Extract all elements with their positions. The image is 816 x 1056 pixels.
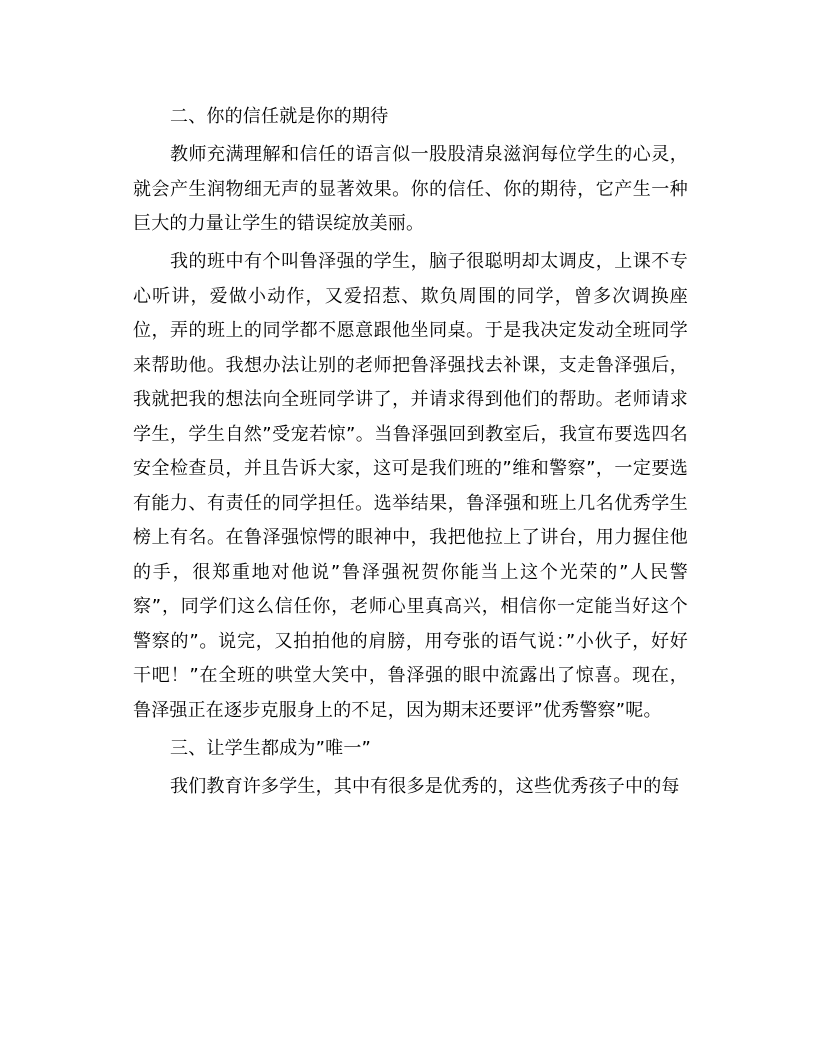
section-heading-3: 三、让学生都成为”唯一” (170, 737, 372, 759)
paragraph-unique-intro: 我们教育许多学生，其中有很多是优秀的，这些优秀孩子中的每 (170, 775, 680, 797)
paragraph-student-story: 我的班中有个叫鲁泽强的学生，脑子很聪明却太调皮，上课不专心听讲，爱做小动作，又爱招惹、欺负周围的同学，曾多次调换座位，弄的班上的同学都不愿意跟他坐同桌。于是我决定发动全班同学来帮助他。我想办法让别的老师把鲁泽强找去补课，支走鲁泽强后，我就把我的想法向全班同学讲了，并请求得到他们的帮助。老师请求学生，学生自然”受宠若惊”。当鲁泽强回到教室后，我宣布要选四名安全检查员，并且告诉大家，这可是我们班的”维和警察”，一定要选有能力、有责任的同学担任。选举结果，鲁泽强和班上几名优秀学生榜上有名。在鲁泽强惊愕的眼神中，我把他拉上了讲台，用力握住他的手，很郑重地对他说”鲁泽强祝贺你能当上这个光荣的”人民警察”，同学们这么信任你，老师心里真高兴，相信你一定能当好这个警察的”。说完，又拍拍他的肩膀，用夸张的语气说：”小伙子，好好干吧！”在全班的哄堂大笑中，鲁泽强的眼中流露出了惊喜。现在，鲁泽强正在逐步克服身上的不足，因为期末还要评”优秀警察”呢。 (133, 251, 688, 721)
document-body (133, 100, 688, 804)
paragraph-trust-intro: 教师充满理解和信任的语言似一股股清泉滋润每位学生的心灵，就会产生润物细无声的显著效果。你的信任、你的期待，它产生一种巨大的力量让学生的错误绽放美丽。 (133, 144, 688, 234)
section-heading-2: 二、你的信任就是你的期待 (170, 106, 389, 127)
